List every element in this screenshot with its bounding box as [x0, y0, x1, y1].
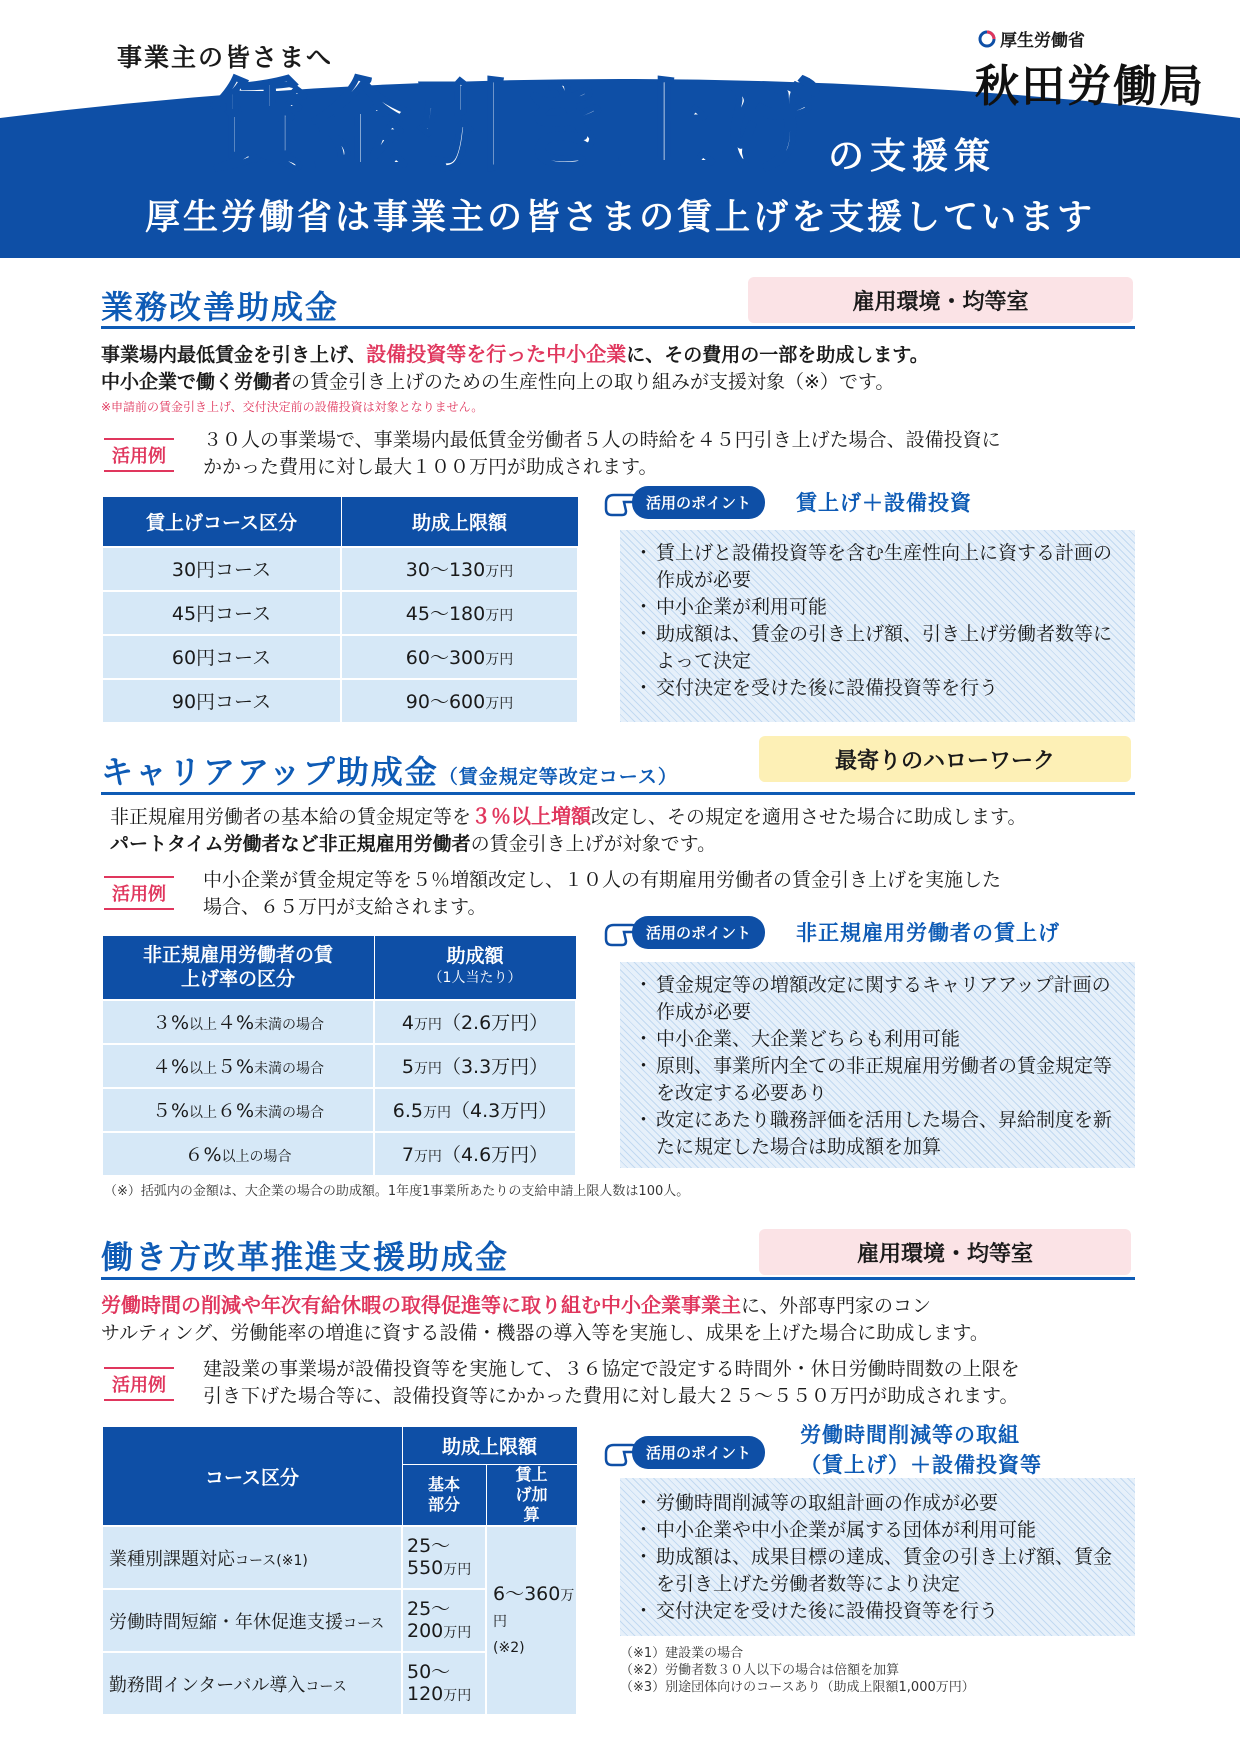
sec1-rule: [101, 326, 1135, 329]
ministry-name: [978, 26, 1085, 51]
sec1-line2-a: 中小企業で働く労働者: [101, 371, 292, 393]
sec3-table: [101, 1426, 578, 1716]
sec2-office-tag: 最寄りのハローワーク: [759, 736, 1131, 782]
sec2-amount-cell: [374, 1088, 576, 1132]
amount-value: 25～550: [407, 1534, 451, 1579]
amount-large: （4.6万円）: [441, 1144, 549, 1166]
amount-unit: 万円: [443, 1561, 472, 1578]
list-item: ・ 助成額は、賃金の引き上げ額、引き上げ労働者数等によって決定: [634, 621, 1121, 675]
sec2-table: [101, 935, 577, 1177]
table-row: [102, 635, 578, 679]
footnote-line: （※2）労働者数３０人以下の場合は倍額を加算: [620, 1663, 900, 1678]
ministry-logo-icon: [978, 30, 996, 48]
sec2-footnote: （※）括弧内の金額は、大企業の場合の助成額。1年度1事業所あたりの支給申請上限人数は100人。: [104, 1184, 690, 1199]
amount-unit: 万円: [413, 1061, 442, 1077]
sec3-point-head: [604, 1436, 765, 1469]
sec1-course-cell: 60円コース: [102, 635, 341, 679]
course-suffix: コース: [343, 1615, 385, 1632]
sec1-th-course: 賃上げコース区分: [102, 497, 341, 547]
addressee: 事業主の皆さまへ: [117, 43, 334, 72]
sec3-th-course: コース区分: [102, 1427, 402, 1527]
sec3-point-title: [800, 1420, 1042, 1480]
sec2-rate-cell: [102, 1000, 374, 1044]
raise-note: (※2): [493, 1639, 525, 1656]
sec2-th-amount-sub: （1人当たり）: [428, 970, 522, 987]
sec1-point-label: 活用のポイント: [632, 486, 765, 519]
amount-value: 5: [401, 1056, 414, 1078]
sec1-table: [101, 496, 579, 724]
sec1-amount-cell: [341, 679, 578, 723]
sec2-description: [110, 803, 1027, 858]
rate-a: ５%: [151, 1100, 189, 1122]
amount-value: 90～600: [405, 691, 486, 713]
sec2-point-head: [604, 916, 765, 949]
sec2-amount-cell: [374, 1044, 576, 1088]
sec2-amount-cell: [374, 1000, 576, 1044]
rate-c: ６%: [217, 1100, 255, 1122]
raise-unit: 万円: [493, 1587, 575, 1630]
sec2-title-sub: （賃金規定等改定コース）: [438, 766, 678, 788]
rate-b: 以上: [189, 1061, 217, 1077]
rate-d: 未満の場合: [254, 1105, 325, 1121]
amount-large: （2.6万円）: [441, 1012, 549, 1034]
amount-value: 30～130: [405, 559, 486, 581]
sec1-line1-a: 事業場内最低賃金を引き上げ、: [101, 344, 367, 366]
sec3-line1-b: に、外部専門家のコン: [741, 1295, 932, 1317]
list-item: ・ 中小企業や中小企業が属する団体が利用可能: [634, 1517, 1121, 1544]
raise-value: 6～360: [493, 1582, 561, 1605]
sec2-title-main: キャリアアップ助成金: [101, 753, 439, 791]
sec1-line2-b: の賃金引き上げのための生産性向上の取り組みが支援対象（※）です。: [291, 371, 895, 393]
rate-c: ５%: [217, 1056, 255, 1078]
list-item: ・ 中小企業が利用可能: [634, 594, 1121, 621]
rate-d: 未満の場合: [254, 1061, 325, 1077]
rate-a: ６%: [184, 1144, 222, 1166]
amount-unit: 万円: [443, 1624, 472, 1641]
amount-unit: 万円: [413, 1017, 442, 1033]
course-name: 勤務間インターバル導入: [109, 1674, 306, 1696]
sec3-line1-highlight: 労働時間の削減や年次有給休暇の取得促進等に取り組む中小企業事業主: [101, 1293, 741, 1317]
course-suffix: コース(※1): [235, 1552, 308, 1569]
sec3-basic-cell: [402, 1589, 486, 1652]
sec2-point-box: [620, 962, 1135, 1168]
sec3-description: [101, 1292, 989, 1347]
amount-value: 60～300: [405, 647, 486, 669]
amount-value: 25～200: [407, 1597, 451, 1642]
footnote-line: （※1）建設業の場合: [620, 1646, 744, 1661]
sec2-point-label: 活用のポイント: [632, 916, 765, 949]
amount-value: 50～120: [407, 1660, 451, 1705]
sec3-usecase-badge: 活用例: [104, 1367, 174, 1401]
amount-unit: 万円: [485, 696, 514, 712]
sec2-line2-b: の賃金引き上げが対象です。: [470, 833, 717, 855]
amount-value: 6.5: [392, 1100, 423, 1122]
title-suffix: の支援策: [828, 136, 997, 177]
sec1-th-amount: 助成上限額: [341, 497, 578, 547]
list-item: ・ 労働時間削減等の取組計画の作成が必要: [634, 1490, 1121, 1517]
course-name: 業種別課題対応: [109, 1548, 235, 1570]
sec3-office-tag: 雇用環境・均等室: [759, 1229, 1131, 1275]
sec2-rate-cell: [102, 1132, 374, 1176]
sec1-point-head: [604, 486, 765, 519]
list-item: ・ 中小企業、大企業どちらも利用可能: [634, 1026, 1121, 1053]
sec1-amount-cell: [341, 547, 578, 591]
sec3-basic-cell: [402, 1652, 486, 1715]
list-item: ・ 改定にあたり職務評価を活用した場合、昇給制度を新たに規定した場合は助成額を加算: [634, 1107, 1121, 1161]
sec2-th-amount-label: 助成額: [446, 945, 504, 968]
amount-unit: 万円: [423, 1105, 451, 1121]
sec1-point-title: 賃上げ＋設備投資: [796, 491, 972, 515]
sec2-line2-a: パートタイム労働者など非正規雇用労働者: [110, 833, 471, 855]
amount-unit: 万円: [485, 608, 514, 624]
header: [0, 0, 1240, 258]
amount-unit: 万円: [413, 1149, 442, 1165]
sec1-usecase-line1: ３０人の事業場で、事業場内最低賃金労働者５人の時給を４５円引き上げた場合、設備投資に: [203, 429, 1001, 451]
sec3-usecase-line1: 建設業の事業場が設備投資等を実施して、３６協定で設定する時間外・休日労働時間数の上限を: [203, 1358, 1020, 1380]
table-row: [102, 1088, 576, 1132]
sec3-usecase-text: [203, 1356, 1020, 1410]
sec3-footnotes: [620, 1645, 975, 1696]
sec1-office-tag: 雇用環境・均等室: [748, 277, 1133, 323]
amount-unit: 万円: [443, 1687, 472, 1704]
amount-unit: 万円: [485, 652, 514, 668]
sec2-usecase-line2: 場合、６５万円が支給されます。: [203, 896, 487, 918]
sec3-title: 働き方改革推進支援助成金: [101, 1238, 510, 1276]
ministry-label: 厚生労働省: [1000, 31, 1085, 51]
sec2-amount-cell: [374, 1132, 576, 1176]
sec3-raise-cell: [486, 1526, 577, 1715]
amount-value: 45～180: [405, 603, 486, 625]
list-item: ・ 賃金規定等の増額改定に関するキャリアアップ計画の作成が必要: [634, 972, 1121, 1026]
list-item: ・ 助成額は、成果目標の達成、賃金の引き上げ額、賃金を引き上げた労働者数等により決定: [634, 1544, 1121, 1598]
sec3-th-basic: 基本部分: [402, 1465, 486, 1527]
table-row: [102, 547, 578, 591]
table-row: [102, 1526, 577, 1589]
rate-a: ３%: [151, 1012, 189, 1034]
sec1-usecase-line2: かかった費用に対し最大１００万円が助成されます。: [203, 456, 658, 478]
sec1-usecase-badge: 活用例: [104, 438, 174, 472]
sec1-course-cell: 30円コース: [102, 547, 341, 591]
sec2-rate-cell: [102, 1044, 374, 1088]
rate-c: ４%: [217, 1012, 255, 1034]
sec3-point-box: [620, 1478, 1135, 1636]
sec2-point-title: 非正規雇用労働者の賃上げ: [796, 921, 1060, 945]
sec2-usecase-badge: 活用例: [104, 876, 174, 910]
table-row: [102, 1044, 576, 1088]
table-row: [102, 1000, 576, 1044]
sec2-line1-a: 非正規雇用労働者の基本給の賃金規定等を: [110, 806, 472, 828]
sec3-point-title-line2: （賃上げ）＋設備投資等: [800, 1453, 1042, 1477]
table-row: [102, 591, 578, 635]
sec1-course-cell: 45円コース: [102, 591, 341, 635]
sec2-rate-cell: [102, 1088, 374, 1132]
sec1-line1-highlight: 設備投資等を行った中小企業: [366, 342, 627, 366]
table-row: [102, 679, 578, 723]
list-item: ・ 賃上げと設備投資等を含む生産性向上に資する計画の作成が必要: [634, 540, 1121, 594]
amount-value: 4: [401, 1012, 414, 1034]
sec3-basic-cell: [402, 1526, 486, 1589]
rate-b: 以上の場合: [221, 1149, 292, 1165]
list-item: ・ 交付決定を受けた後に設備投資等を行う: [634, 675, 1121, 702]
sec1-usecase-text: [203, 427, 1001, 481]
sec1-point-box: [620, 530, 1135, 722]
sec2-line1-b: 改定し、その規定を適用させた場合に助成します。: [591, 806, 1027, 828]
amount-large: （3.3万円）: [441, 1056, 549, 1078]
amount-unit: 万円: [485, 564, 514, 580]
sec2-line1-highlight: ３％以上増額: [471, 804, 592, 828]
sec3-line2: サルティング、労働能率の増進に資する設備・機器の導入等を実施し、成果を上げた場合に助成します。: [101, 1322, 989, 1344]
sec3-th-raise: 賃上げ加算: [486, 1465, 577, 1527]
sec3-th-limit: 助成上限額: [402, 1427, 577, 1465]
rate-a: ４%: [151, 1056, 189, 1078]
list-item: ・ 原則、事業所内全ての非正規雇用労働者の賃金規定等を改定する必要あり: [634, 1053, 1121, 1107]
table-row: [102, 1132, 576, 1176]
sec1-amount-cell: [341, 635, 578, 679]
sec1-description: [101, 341, 929, 396]
subtitle: 厚生労働省は事業主の皆さまの賃上げを支援しています: [144, 198, 1095, 238]
footnote-line: （※3）別途団体向けのコースあり（助成上限額1,000万円）: [620, 1680, 975, 1695]
sec3-usecase-line2: 引き下げた場合等に、設備投資等にかかった費用に対し最大２５～５５０万円が助成されます。: [203, 1385, 1019, 1407]
sec2-usecase-text: [203, 867, 1001, 921]
sec3-point-label: 活用のポイント: [632, 1436, 765, 1469]
sec2-rule: [101, 792, 1135, 795]
sec2-th-rate: 非正規雇用労働者の賃上げ率の区分: [102, 936, 374, 1000]
main-title: 賃金引き上げ: [210, 70, 823, 184]
amount-value: 7: [401, 1144, 414, 1166]
sec3-course-cell: [102, 1652, 402, 1715]
amount-large: （4.3万円）: [451, 1100, 558, 1122]
sec2-usecase-line1: 中小企業が賃金規定等を５％増額改定し、１０人の有期雇用労働者の賃金引き上げを実施した: [203, 869, 1002, 891]
rate-b: 以上: [189, 1105, 217, 1121]
sec2-th-amount: [374, 936, 576, 1000]
sec1-course-cell: 90円コース: [102, 679, 341, 723]
sec3-course-cell: [102, 1526, 402, 1589]
sec3-rule: [101, 1277, 1135, 1280]
sec1-note: ※申請前の賃金引き上げ、交付決定前の設備投資は対象となりません。: [101, 400, 484, 414]
rate-b: 以上: [189, 1017, 217, 1033]
course-name: 労働時間短縮・年休促進支援: [109, 1611, 343, 1633]
bureau-name: 秋田労働局: [975, 61, 1205, 112]
sec1-title: 業務改善助成金: [101, 288, 340, 326]
sec3-point-title-line1: 労働時間削減等の取組: [800, 1423, 1020, 1447]
course-suffix: コース: [305, 1678, 347, 1695]
sec3-course-cell: [102, 1589, 402, 1652]
sec1-line1-b: に、その費用の一部を助成します。: [626, 344, 929, 366]
rate-d: 未満の場合: [254, 1017, 325, 1033]
sec1-amount-cell: [341, 591, 578, 635]
list-item: ・ 交付決定を受けた後に設備投資等を行う: [634, 1598, 1121, 1625]
sec2-title: [101, 747, 678, 793]
